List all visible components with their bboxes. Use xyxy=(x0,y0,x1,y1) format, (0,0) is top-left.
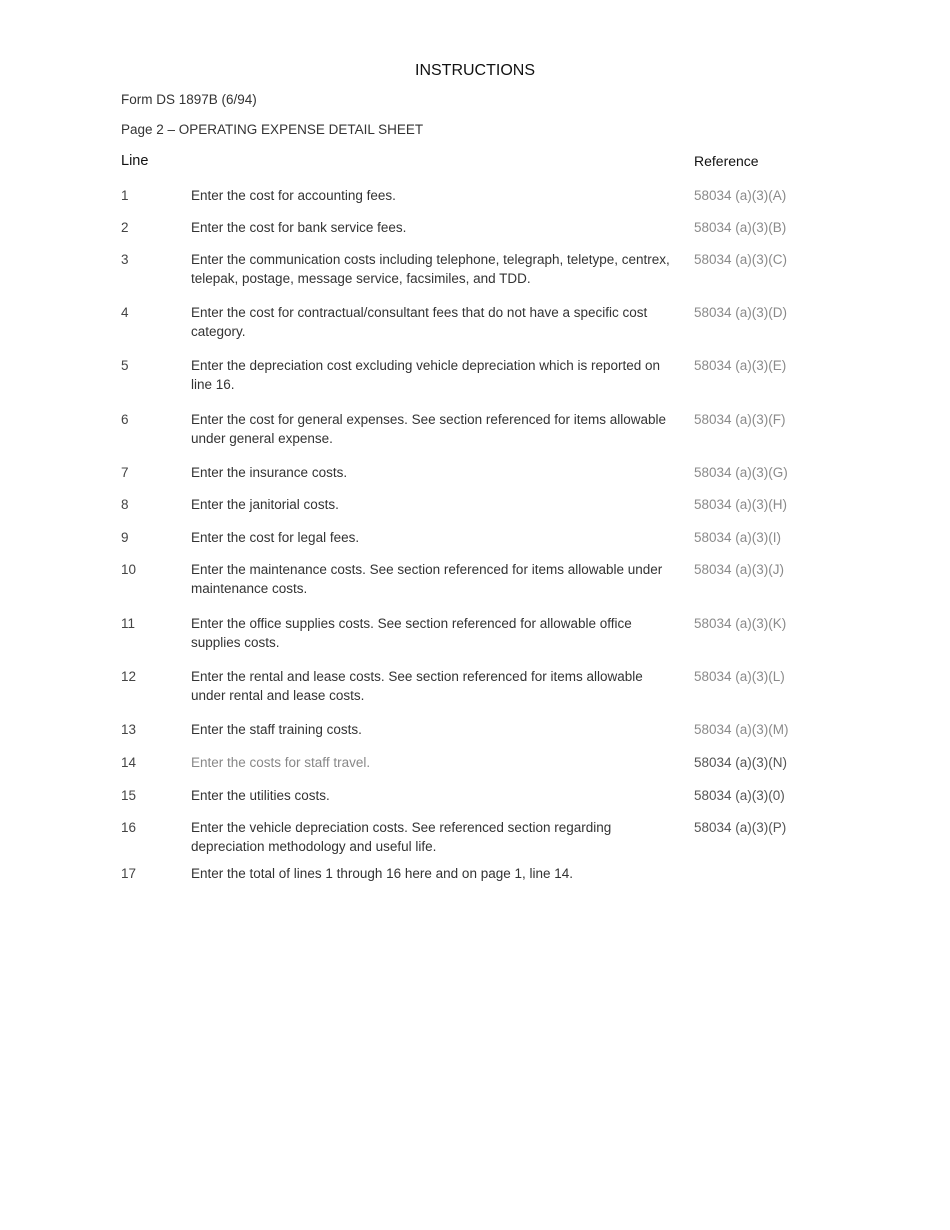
line-instruction: Enter the rental and lease costs. See section referenced for items allowable under rental and lease costs. xyxy=(191,669,643,703)
line-instruction: Enter the costs for staff travel. xyxy=(191,755,371,770)
line-instruction: Enter the cost for accounting fees. xyxy=(191,188,396,203)
line-reference: 58034 (a)(3)(L) xyxy=(694,669,785,684)
line-instruction: Enter the cost for bank service fees. xyxy=(191,220,407,235)
line-number: 8 xyxy=(121,497,129,512)
line-reference: 58034 (a)(3)(A) xyxy=(694,188,787,203)
form-identifier: Form DS 1897B (6/94) xyxy=(121,92,257,107)
line-reference: 58034 (a)(3)(M) xyxy=(694,722,789,737)
line-reference: 58034 (a)(3)(J) xyxy=(694,562,785,577)
line-number: 5 xyxy=(121,358,129,373)
line-instruction: Enter the insurance costs. xyxy=(191,465,348,480)
line-number: 14 xyxy=(121,755,137,770)
line-number: 13 xyxy=(121,722,137,737)
line-number: 12 xyxy=(121,669,137,684)
line-instruction: Enter the depreciation cost excluding vehicle depreciation which is reported on line 16. xyxy=(191,358,661,392)
line-number: 2 xyxy=(121,220,129,235)
line-reference: 58034 (a)(3)(B) xyxy=(694,220,787,235)
line-number: 1 xyxy=(121,188,129,203)
line-reference: 58034 (a)(3)(H) xyxy=(694,497,788,512)
line-instruction: Enter the total of lines 1 through 16 here and on page 1, line 14. xyxy=(191,866,574,881)
line-reference: 58034 (a)(3)(G) xyxy=(694,465,788,480)
line-reference: 58034 (a)(3)(F) xyxy=(694,412,786,427)
line-number: 17 xyxy=(121,866,137,881)
line-instruction: Enter the office supplies costs. See section referenced for allowable office supplies costs. xyxy=(191,616,632,650)
line-reference: 58034 (a)(3)(I) xyxy=(694,530,782,545)
line-instruction: Enter the communication costs including telephone, telegraph, teletype, centrex, telepak, postage, message service, facsimiles, and TDD. xyxy=(191,252,670,286)
line-reference: 58034 (a)(3)(0) xyxy=(694,788,785,803)
page-title: INSTRUCTIONS xyxy=(415,62,535,79)
line-instruction: Enter the staff training costs. xyxy=(191,722,362,737)
line-reference: 58034 (a)(3)(K) xyxy=(694,616,787,631)
line-number: 3 xyxy=(121,252,129,267)
line-instruction: Enter the janitorial costs. xyxy=(191,497,339,512)
line-number: 4 xyxy=(121,305,129,320)
line-number: 7 xyxy=(121,465,129,480)
line-number: 6 xyxy=(121,412,129,427)
line-number: 16 xyxy=(121,820,137,835)
line-reference: 58034 (a)(3)(N) xyxy=(694,755,788,770)
column-header-reference: Reference xyxy=(694,153,759,169)
column-header-line: Line xyxy=(121,153,149,169)
line-reference: 58034 (a)(3)(E) xyxy=(694,358,787,373)
line-number: 9 xyxy=(121,530,129,545)
line-instruction: Enter the cost for contractual/consultant fees that do not have a specific cost category. xyxy=(191,305,648,339)
line-instruction: Enter the maintenance costs. See section referenced for items allowable under maintenance costs. xyxy=(191,562,663,596)
line-instruction: Enter the cost for general expenses. See section referenced for items allowable under general expense. xyxy=(191,412,667,446)
line-instruction: Enter the vehicle depreciation costs. See referenced section regarding depreciation methodology and useful life. xyxy=(191,820,612,854)
line-number: 10 xyxy=(121,562,137,577)
line-instruction: Enter the cost for legal fees. xyxy=(191,530,360,545)
page-section-label: Page 2 – OPERATING EXPENSE DETAIL SHEET xyxy=(121,122,424,137)
line-reference: 58034 (a)(3)(D) xyxy=(694,305,788,320)
line-number: 11 xyxy=(121,616,136,631)
line-instruction: Enter the utilities costs. xyxy=(191,788,330,803)
line-number: 15 xyxy=(121,788,137,803)
line-reference: 58034 (a)(3)(C) xyxy=(694,252,788,267)
line-reference: 58034 (a)(3)(P) xyxy=(694,820,787,835)
